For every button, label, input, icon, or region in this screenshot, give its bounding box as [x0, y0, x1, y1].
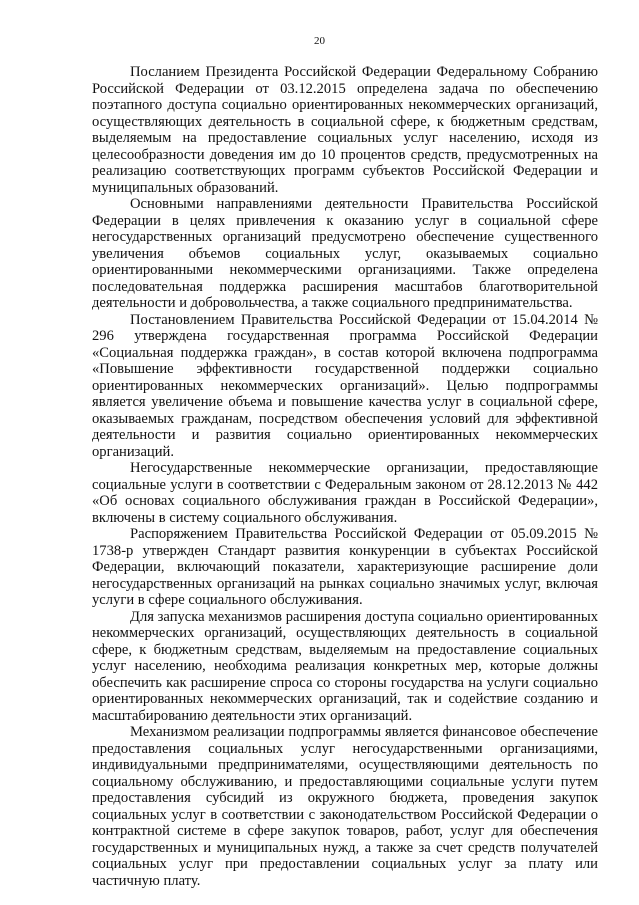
paragraph: Механизмом реализации подпрограммы является финансовое обеспечение предоставления социальных услуг негосударственными организациями, индивидуальными предпринимателями, осуществляющими деятельность по социальному обслуживанию, и предоставляющими социальные услуги путем предоставления субсидий из окружного бюджета, проведения закупок социальных услуг в соответствии с законодательством Российской Федерации о контрактной системе в сфере закупок товаров, работ, услуг для обеспечения государственных и муниципальных нужд, а также за счет средств получателей социальных услуг при предоставлении социальных услуг за плату или частичную плату.	[92, 724, 598, 889]
paragraph: Основными направлениями деятельности Правительства Российской Федерации в целях привлечения к оказанию услуг в социальной сфере негосударственных организаций предусмотрено обеспечение существенного увеличения объемов социальных услуг, оказываемых социально ориентированными некоммерческими организациями. Также определена последовательная поддержка расширения масштабов благотворительной деятельности и добровольчества, а также социального предпринимательства.	[92, 196, 598, 311]
paragraph: Посланием Президента Российской Федерации Федеральному Собранию Российской Федерации от 03.12.2015 определена задача по обеспечению поэтапного доступа социально ориентированных некоммерческих организаций, осуществляющих деятельность в социальной сфере, к бюджетным средствам, выделяемым на предоставление социальных услуг населению, исходя из целесообразности доведения им до 10 процентов средств, предусмотренных на реализацию соответствующих программ субъектов Российской Федерации и муниципальных образований.	[92, 64, 598, 196]
page-number: 20	[314, 35, 325, 47]
paragraph: Для запуска механизмов расширения доступа социально ориентированных некоммерческих организаций, осуществляющих деятельность в социальной сфере, к бюджетным средствам, выделяемым на предоставление социальных услуг населению, необходима реализация конкретных мер, которые должны обеспечить как расширение спроса со стороны государства на услуги социально ориентированных некоммерческих организаций, так и содействие созданию и масштабированию деятельности этих организаций.	[92, 608, 598, 724]
paragraph: Негосударственные некоммерческие организации, предоставляющие социальные услуги в соответствии с Федеральным законом от 28.12.2013 № 442 «Об основах социального обслуживания граждан в Российской Федерации», включены в систему социального обслуживания.	[92, 460, 598, 526]
paragraph: Распоряжением Правительства Российской Федерации от 05.09.2015 № 1738-р утвержден Стандарт развития конкуренции в субъектах Российской Федерации, включающий показатели, характеризующие расширение доли негосударственных организаций на рынках социально значимых услуг, включая услуги в сфере социального обслуживания.	[92, 526, 598, 608]
paragraph: Постановлением Правительства Российской Федерации от 15.04.2014 № 296 утверждена государственная программа Российской Федерации «Социальная поддержка граждан», в состав которой включена подпрограмма «Повышение эффективности государственной поддержки социально ориентированных некоммерческих организаций». Целью подпрограммы является увеличение объема и повышение качества услуг в социальной сфере, оказываемых гражданам, посредством обеспечения условий для эффективной деятельности и развития социально ориентированных некоммерческих организаций.	[92, 311, 598, 460]
document-body	[92, 64, 598, 889]
